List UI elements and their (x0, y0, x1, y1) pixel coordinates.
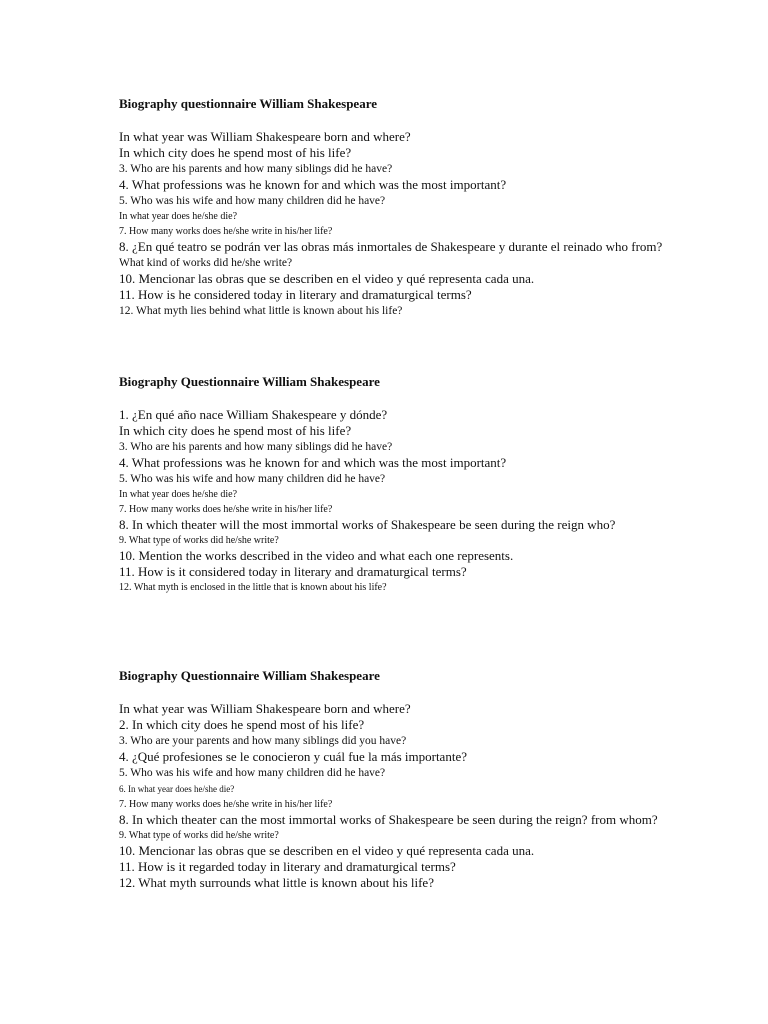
question-item: 4. What professions was he known for and which was the most important? (119, 177, 507, 192)
question-item: 11. How is it considered today in literary and dramaturgical terms? (119, 564, 467, 579)
question-item: 3. Who are your parents and how many siblings did you have? (119, 735, 407, 747)
question-item: 12. What myth surrounds what little is known about his life? (119, 875, 434, 890)
question-item: 11. How is he considered today in literary and dramaturgical terms? (119, 287, 472, 302)
question-item: In what year does he/she die? (119, 489, 238, 500)
question-item: 9. What type of works did he/she write? (119, 535, 279, 546)
question-item: 10. Mencionar las obras que se describen en el video y qué representa cada una. (119, 843, 535, 858)
questionnaire-section-2 (119, 374, 739, 595)
question-item: In which city does he spend most of his life? (119, 145, 352, 160)
question-item: In which city does he spend most of his life? (119, 423, 352, 438)
question-item: In what year was William Shakespeare born and where? (119, 701, 411, 716)
question-item: 8. ¿En qué teatro se podrán ver las obras más inmortales de Shakespeare y durante el reinado who from? (119, 239, 663, 254)
question-item: 8. In which theater can the most immortal works of Shakespeare be seen during the reign? from whom? (119, 812, 658, 827)
question-item: 11. How is it regarded today in literary and dramaturgical terms? (119, 859, 456, 874)
question-item: 4. ¿Qué profesiones se le conocieron y cuál fue la más importante? (119, 749, 467, 764)
question-item: 7. How many works does he/she write in his/her life? (119, 799, 333, 810)
question-item: 5. Who was his wife and how many children did he have? (119, 767, 386, 779)
question-item: 12. What myth lies behind what little is known about his life? (119, 305, 403, 317)
question-item: 9. What type of works did he/she write? (119, 830, 279, 841)
question-item: 5. Who was his wife and how many children did he have? (119, 195, 386, 207)
question-item: 4. What professions was he known for and which was the most important? (119, 455, 507, 470)
question-item: 10. Mencionar las obras que se describen en el video y qué representa cada una. (119, 271, 535, 286)
question-item: 5. Who was his wife and how many children did he have? (119, 473, 386, 485)
question-item: 1. ¿En qué año nace William Shakespeare y dónde? (119, 407, 388, 422)
question-item: 3. Who are his parents and how many siblings did he have? (119, 441, 393, 453)
question-item: 7. How many works does he/she write in his/her life? (119, 504, 333, 515)
question-item: 10. Mention the works described in the video and what each one represents. (119, 548, 514, 563)
questionnaire-section-1 (119, 96, 739, 319)
question-item: 7. How many works does he/she write in his/her life? (119, 226, 333, 237)
questionnaire-section-3 (119, 668, 739, 891)
question-item: In what year does he/she die? (119, 211, 238, 222)
question-item: 8. In which theater will the most immortal works of Shakespeare be seen during the reign who? (119, 517, 616, 532)
question-item: 6. In what year does he/she die? (119, 784, 235, 794)
question-item: In what year was William Shakespeare born and where? (119, 129, 411, 144)
question-item: What kind of works did he/she write? (119, 257, 293, 269)
section-title: Biography Questionnaire William Shakespeare (119, 374, 380, 389)
section-title: Biography questionnaire William Shakespeare (119, 96, 378, 111)
question-item: 3. Who are his parents and how many siblings did he have? (119, 163, 393, 175)
question-item: 12. What myth is enclosed in the little that is known about his life? (119, 582, 387, 593)
question-item: 2. In which city does he spend most of his life? (119, 717, 365, 732)
section-title: Biography Questionnaire William Shakespeare (119, 668, 380, 683)
